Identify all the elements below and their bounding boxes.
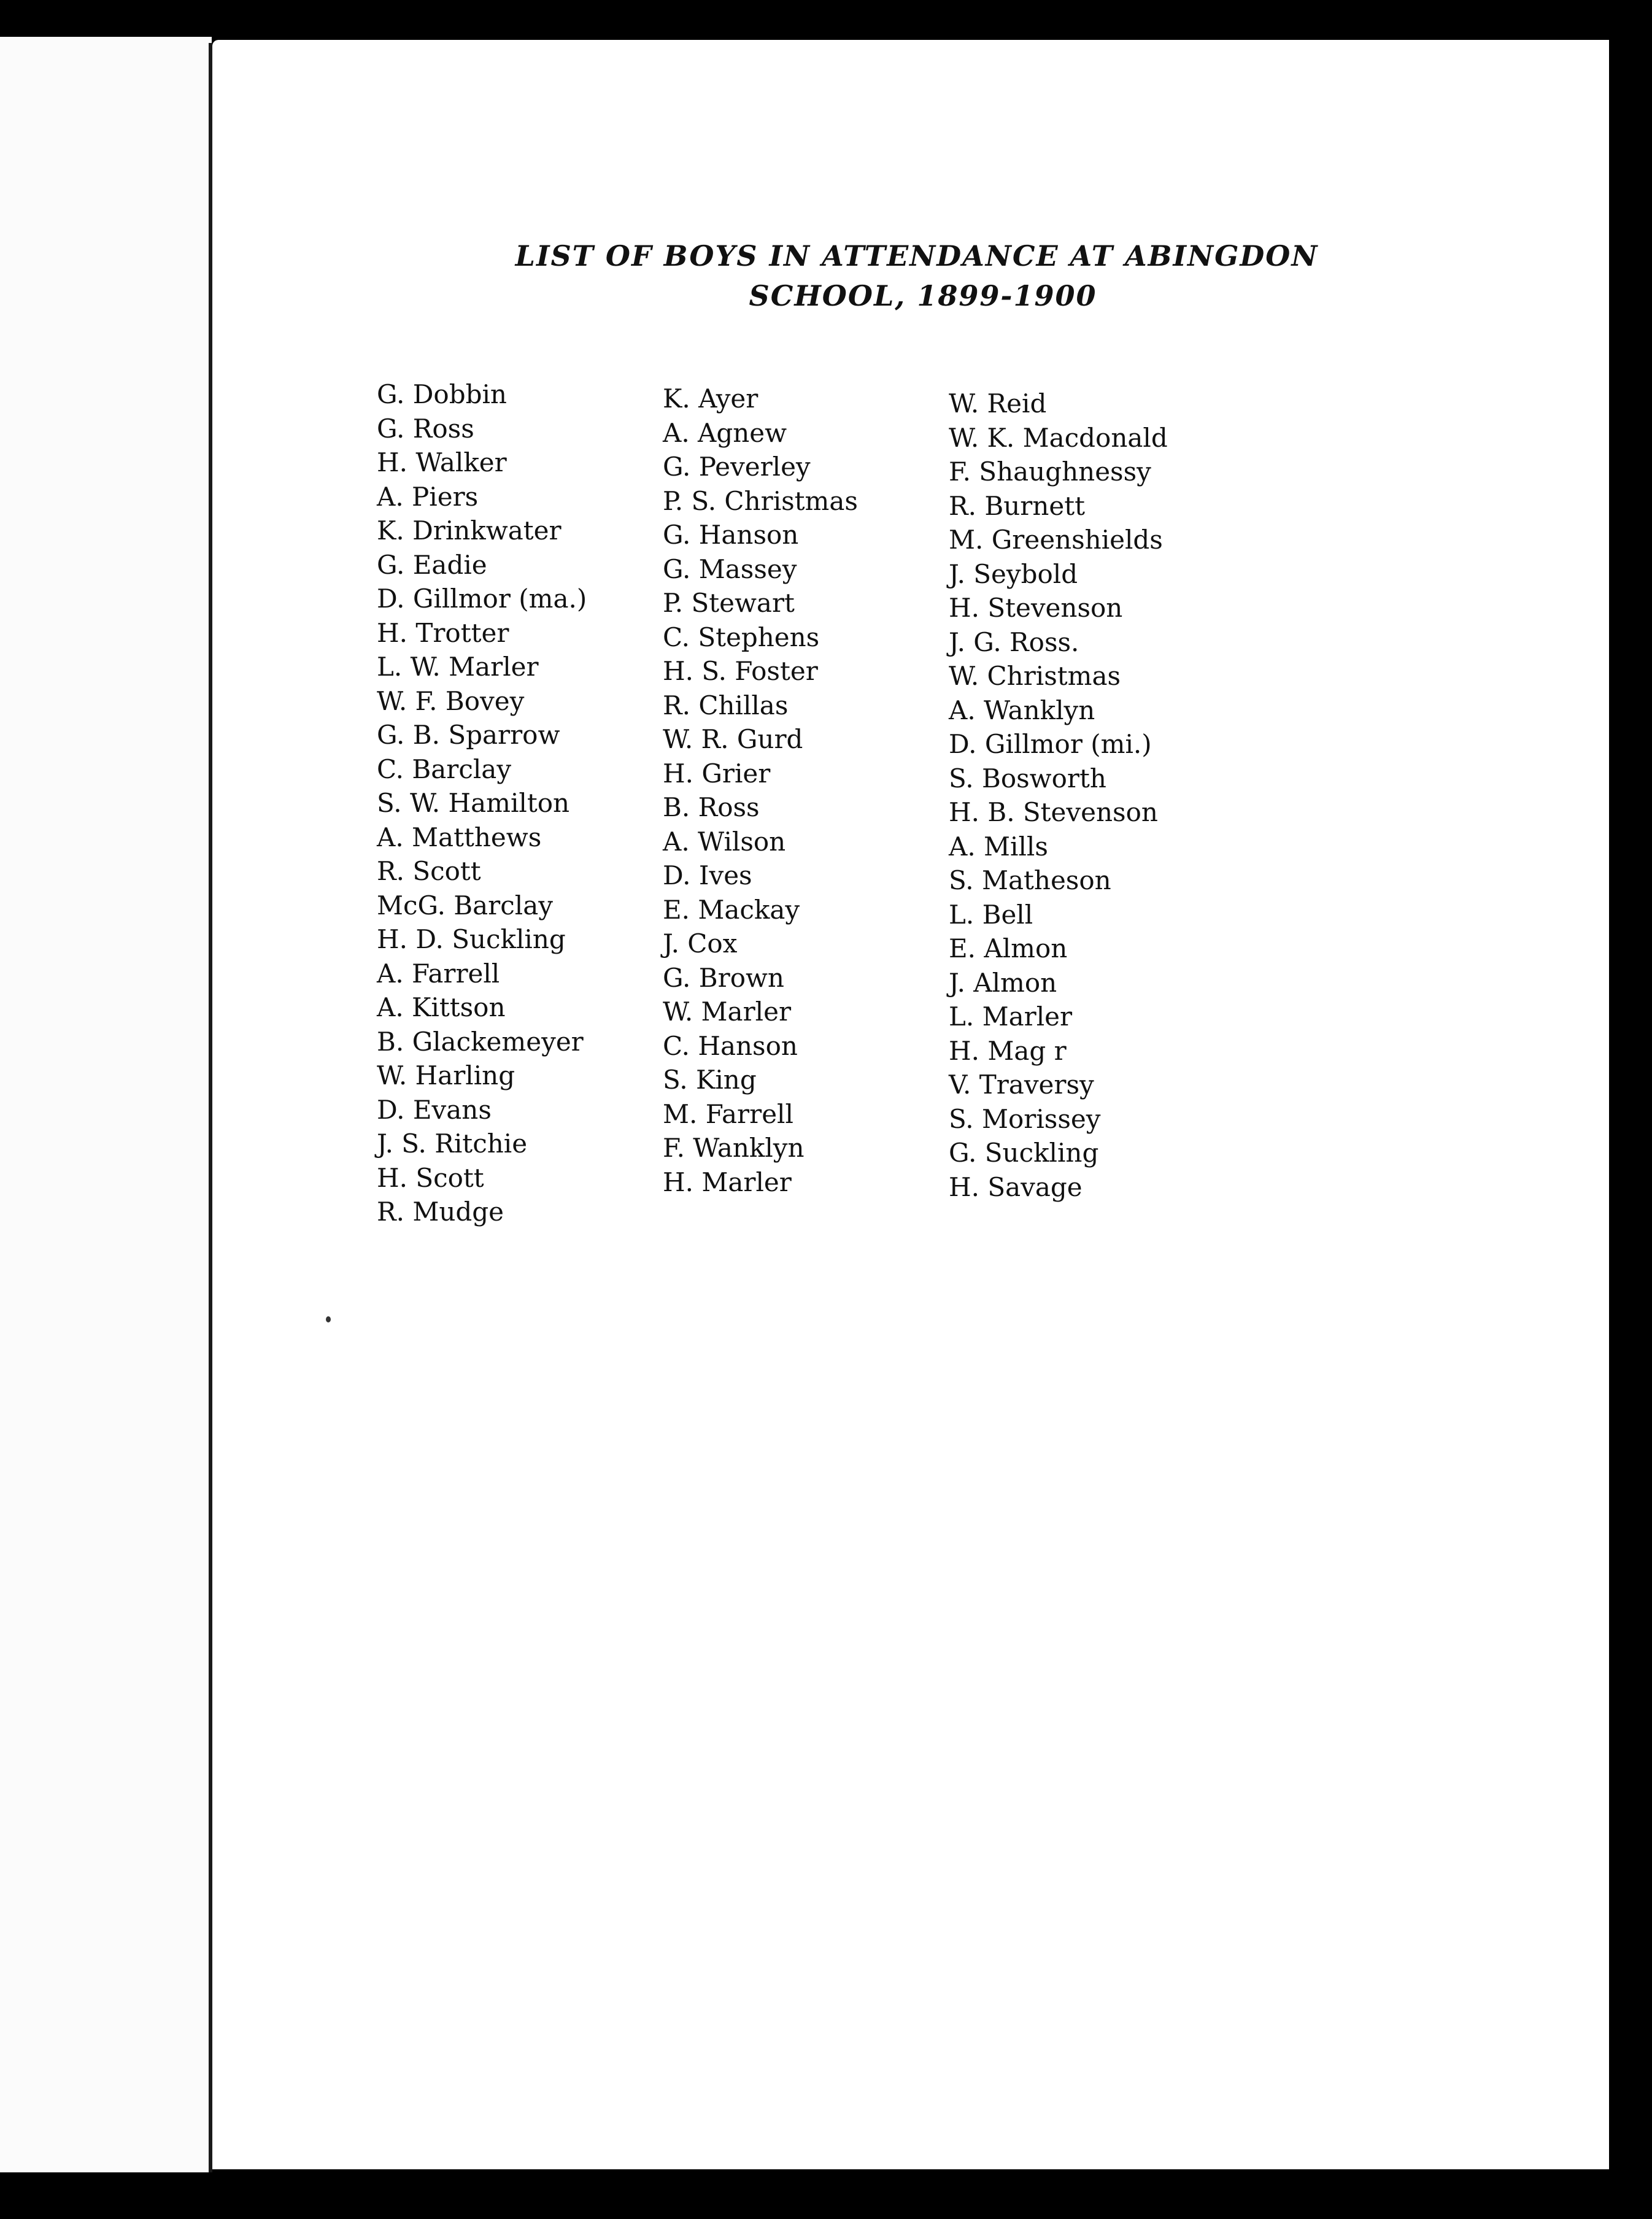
student-name: A. Kittson — [377, 992, 506, 1022]
student-name: M. Farrell — [663, 1098, 793, 1129]
student-name: E. Almon — [949, 933, 1068, 963]
name-column-3 — [949, 387, 1168, 1204]
student-name: McG. Barclay — [377, 890, 553, 920]
student-name: S. Matheson — [949, 865, 1111, 895]
student-name: H. S. Foster — [663, 656, 818, 686]
student-name: H. Savage — [949, 1171, 1083, 1202]
student-name: H. Walker — [377, 447, 507, 477]
student-name: J. G. Ross. — [949, 627, 1079, 657]
heading-line-1: LIST OF BOYS IN ATTENDANCE AT ABINGDON — [515, 239, 1319, 272]
name-column-1 — [377, 377, 587, 1229]
student-name: S. King — [663, 1065, 757, 1095]
student-name: R. Mudge — [377, 1197, 504, 1227]
student-name: A. Wanklyn — [949, 695, 1095, 725]
student-name: G. Brown — [663, 962, 784, 993]
student-name: H. Marler — [663, 1167, 792, 1197]
student-name: S. Morissey — [949, 1103, 1101, 1134]
student-name: H. Stevenson — [949, 593, 1123, 623]
student-name: L. W. Marler — [377, 652, 539, 682]
student-name: G. Suckling — [949, 1138, 1099, 1168]
student-name: M. Greenshields — [949, 525, 1163, 555]
student-name: L. Bell — [949, 899, 1033, 930]
student-name: J. Almon — [949, 967, 1057, 998]
student-name: H. Grier — [663, 758, 771, 789]
student-name: G. Ross — [377, 413, 474, 444]
student-name: C. Stephens — [663, 622, 820, 652]
student-name: D. Gillmor (mi.) — [949, 729, 1152, 759]
heading-line-2: SCHOOL, 1899-1900 — [749, 279, 1097, 312]
student-name: D. Evans — [377, 1094, 492, 1125]
student-name: G. Peverley — [663, 452, 811, 482]
student-name: W. Christmas — [949, 661, 1121, 691]
student-name: A. Piers — [377, 481, 479, 512]
student-name: J. Cox — [663, 928, 738, 959]
student-name: R. Burnett — [949, 490, 1085, 521]
student-name: D. Ives — [663, 860, 752, 890]
student-name: V. Traversy — [949, 1070, 1094, 1100]
student-name: B. Ross — [663, 792, 760, 822]
student-name: R. Chillas — [663, 690, 789, 720]
student-name: W. Marler — [663, 997, 792, 1027]
student-name: H. D. Suckling — [377, 924, 566, 954]
student-name: R. Scott — [377, 856, 481, 886]
student-name: A. Agnew — [663, 417, 787, 448]
student-name: G. Hanson — [663, 520, 799, 550]
student-name: F. Shaughnessy — [949, 457, 1151, 487]
student-name: H. Mag r — [949, 1035, 1067, 1066]
name-column-2 — [663, 382, 858, 1199]
student-name: J. S. Ritchie — [377, 1129, 528, 1159]
student-name: H. B. Stevenson — [949, 797, 1158, 827]
student-name: P. Stewart — [663, 588, 795, 618]
student-name: A. Wilson — [663, 826, 786, 857]
student-name: G. Massey — [663, 554, 797, 584]
student-name: H. Trotter — [377, 617, 509, 648]
student-name: E. Mackay — [663, 894, 800, 925]
student-name: A. Matthews — [377, 822, 542, 852]
student-name: S. Bosworth — [949, 763, 1106, 793]
student-name: C. Barclay — [377, 754, 512, 784]
student-name: B. Glackemeyer — [377, 1026, 584, 1057]
student-name: A. Mills — [949, 831, 1048, 862]
student-name: D. Gillmor (ma.) — [377, 584, 587, 614]
student-name: C. Hanson — [663, 1030, 798, 1061]
student-name: K. Drinkwater — [377, 515, 562, 546]
student-name: K. Ayer — [663, 384, 758, 414]
student-name: W. Reid — [949, 388, 1047, 419]
student-name: W. K. Macdonald — [949, 422, 1168, 453]
student-name: A. Farrell — [377, 958, 500, 989]
student-name: W. F. Bovey — [377, 685, 525, 716]
student-name: F. Wanklyn — [663, 1133, 805, 1163]
student-name: W. R. Gurd — [663, 724, 803, 754]
student-name: W. Harling — [377, 1060, 515, 1090]
facing-page — [0, 37, 212, 2172]
student-name: L. Marler — [949, 1001, 1073, 1032]
student-name: G. Dobbin — [377, 379, 507, 409]
student-name: P. S. Christmas — [663, 485, 858, 516]
student-name: S. W. Hamilton — [377, 788, 570, 818]
student-name: G. B. Sparrow — [377, 720, 560, 750]
document-page — [212, 40, 1609, 2169]
student-name: G. Eadie — [377, 549, 487, 580]
student-name: H. Scott — [377, 1162, 484, 1193]
ink-speck — [326, 1316, 331, 1322]
student-name: J. Seybold — [949, 558, 1078, 589]
